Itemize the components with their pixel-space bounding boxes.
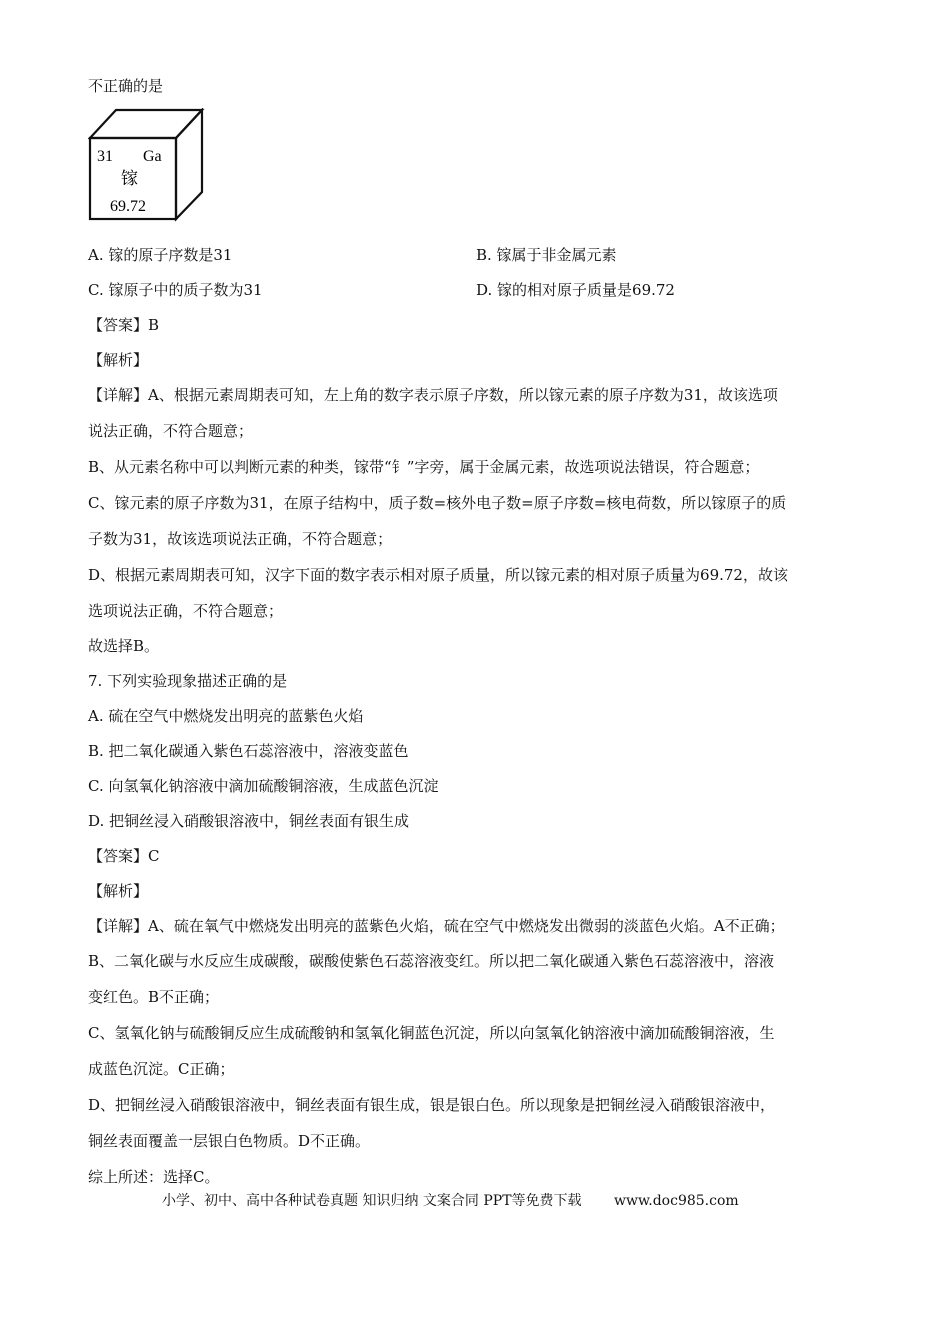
element-symbol: Ga xyxy=(143,148,162,165)
q6-detail-line: 【详解】A、根据元素周期表可知，左上角的数字表示原子序数，所以镓元素的原子序数为31，故该选项 xyxy=(88,386,778,404)
q7-option-b: B. 把二氧化碳通入紫色石蕊溶液中，溶液变蓝色 xyxy=(88,742,409,760)
element-cube-drawing xyxy=(88,108,206,222)
q6-conclusion: 故选择B。 xyxy=(88,637,160,655)
q7-detail-line: 成蓝色沉淀。C正确； xyxy=(88,1060,235,1078)
q6-detail-line: B、从元素名称中可以判断元素的种类，镓带“钅”字旁，属于金属元素，故选项说法错误，符合题意； xyxy=(88,458,760,476)
q7-detail-line: B、二氧化碳与水反应生成碳酸，碳酸使紫色石蕊溶液变红。所以把二氧化碳通入紫色石蕊溶液中，溶液 xyxy=(88,952,775,970)
q6-detail-line: 子数为31，故该选项说法正确，不符合题意； xyxy=(88,530,393,548)
q7-analysis-heading: 【解析】 xyxy=(88,882,149,900)
q6-detail-line: 说法正确，不符合题意； xyxy=(88,422,254,440)
q6-detail-line: D、根据元素周期表可知，汉字下面的数字表示相对原子质量，所以镓元素的相对原子质量为69.72，故该 xyxy=(88,566,788,584)
q6-option-b: B. 镓属于非金属元素 xyxy=(476,246,617,264)
q6-option-a: A. 镓的原子序数是31 xyxy=(88,246,233,264)
q7-detail-line: D、把铜丝浸入硝酸银溶液中，铜丝表面有银生成，银是银白色。所以现象是把铜丝浸入硝酸银溶液中， xyxy=(88,1096,776,1114)
q7-option-c: C. 向氢氧化钠溶液中滴加硫酸铜溶液，生成蓝色沉淀 xyxy=(88,777,439,795)
element-card xyxy=(88,108,206,226)
q7-stem: 7. 下列实验现象描述正确的是 xyxy=(88,672,288,690)
intro-text: 不正确的是 xyxy=(88,77,164,95)
q6-analysis-heading: 【解析】 xyxy=(88,351,149,369)
q7-detail-line: C、氢氧化钠与硫酸铜反应生成硫酸钠和氢氧化铜蓝色沉淀，所以向氢氧化钠溶液中滴加硫酸铜溶液，生 xyxy=(88,1024,775,1042)
q7-option-a: A. 硫在空气中燃烧发出明亮的蓝紫色火焰 xyxy=(88,707,364,725)
atomic-number: 31 xyxy=(97,148,113,165)
q6-detail-line: C、镓元素的原子序数为31，在原子结构中，质子数=核外电子数=原子序数=核电荷数，所以镓原子的质 xyxy=(88,494,787,512)
q7-option-d: D. 把铜丝浸入硝酸银溶液中，铜丝表面有银生成 xyxy=(88,812,410,830)
q6-option-d: D. 镓的相对原子质量是69.72 xyxy=(476,281,675,299)
q6-option-c: C. 镓原子中的质子数为31 xyxy=(88,281,263,299)
page-footer xyxy=(162,1191,739,1211)
q7-detail-line: 铜丝表面覆盖一层银白色物质。D不正确。 xyxy=(88,1132,371,1150)
atomic-mass: 69.72 xyxy=(110,198,146,215)
q6-answer: 【答案】B xyxy=(88,316,160,334)
q7-answer: 【答案】C xyxy=(88,847,160,865)
footer-url[interactable]: www.doc985.com xyxy=(613,1193,739,1209)
element-name: 镓 xyxy=(121,169,138,189)
q7-detail-line: 变红色。B不正确； xyxy=(88,988,220,1006)
q6-detail-line: 选项说法正确，不符合题意； xyxy=(88,602,284,620)
q7-conclusion: 综上所述：选择C。 xyxy=(88,1168,220,1186)
q7-detail-line: 【详解】A、硫在氧气中燃烧发出明亮的蓝紫色火焰，硫在空气中燃烧发出微弱的淡蓝色火焰。A不正确； xyxy=(88,917,785,935)
footer-text: 小学、初中、高中各种试卷真题 知识归纳 文案合同 PPT等免费下载 xyxy=(162,1193,582,1209)
